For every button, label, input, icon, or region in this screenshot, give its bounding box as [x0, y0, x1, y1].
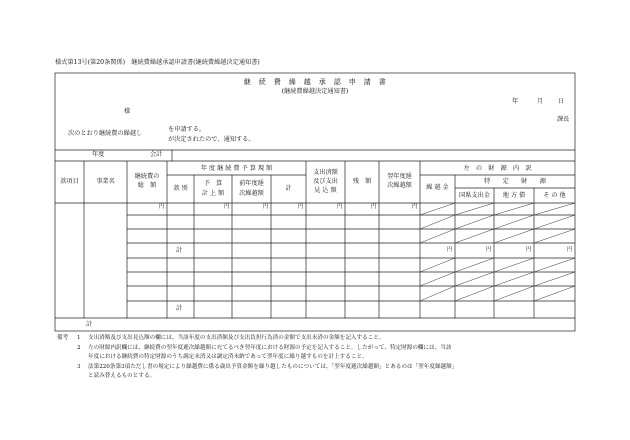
col-kanko: 款項目 — [60, 178, 79, 185]
col-yosan-line1: 予 算 — [203, 180, 223, 187]
col-tokutei-zaigen: 特 定 財 源 — [484, 178, 546, 185]
col-kubetsu: 款 別 — [173, 185, 188, 192]
col-yosan-line2: 計 上 額 — [201, 190, 225, 197]
yen-kei: 円 — [298, 204, 304, 210]
intro-option-apply: を申請する。 — [168, 126, 206, 133]
subtotal-label-1: 計 — [176, 247, 183, 254]
form-subtitle: (継続費繰越決定通知書) — [281, 88, 349, 95]
col-yokunendo-line2: 次繰越額 — [387, 182, 412, 189]
grand-total-label: 計 — [86, 321, 93, 328]
yen-sonota: 円 — [567, 247, 573, 253]
yen-kokuken: 円 — [486, 247, 492, 253]
col-shishutsu-line1: 支出済額 — [313, 169, 338, 176]
yen-sogaku: 円 — [159, 204, 165, 210]
col-nendo-yosan: 年 度 継 続 費 予 算 現 額 — [200, 165, 273, 172]
outer-frame — [55, 73, 575, 331]
note-2-line1: 左の財源内訳欄には、継続費の翌年度逓次繰越額に充てるべき翌年度における財源の予定を記入すること。したがって、特定財源の欄には、当該 — [88, 345, 452, 351]
col-shishutsu-line2: 及び支出 — [313, 178, 338, 185]
yen-shishutsu: 円 — [337, 204, 343, 210]
issuer-kacho: 課長 — [557, 116, 570, 123]
col-sogaku-line1: 継続費の — [134, 173, 160, 180]
col-sonota: そ の 他 — [543, 192, 566, 199]
hatch-upper — [420, 203, 575, 243]
hatch-lower — [420, 258, 575, 301]
col-shishutsu-line3: 見 込 額 — [314, 187, 337, 194]
yen-yokunendo: 円 — [412, 204, 418, 210]
addressee-sama: 様 — [124, 108, 131, 115]
note-3-number: 3 — [77, 364, 81, 370]
note-1-number: 1 — [77, 335, 81, 341]
intro-text: 次のとおり継続費の繰越し — [68, 130, 143, 137]
col-sogaku-line2: 総 額 — [137, 182, 157, 189]
col-kurikoshikin: 繰 越 金 — [426, 184, 449, 191]
note-1: 支出済額及び支出見込額の欄には、当該年度の支出済額及び支出負担行為済の金額で支出未済の金額を記入すること。 — [88, 335, 385, 341]
note-3-line1: 法第220条第3項ただし書の規定により繰越費に係る歳出予算金額を繰り越したものについては、「翌年度逓次繰越額」とあるのは「翌年度繰越額」 — [88, 364, 458, 370]
col-yokunendo-line1: 翌年度逓 — [387, 173, 412, 180]
note-2-line2: 年度における継続費の特定財源のうち調定未済又は調定済未納であって翌年度に繰り越すものを計上すること。 — [88, 354, 368, 360]
intro-option-notify: が決定されたので、通知する。 — [168, 136, 255, 143]
account-label: 会計 — [150, 151, 163, 158]
col-zangaku: 残 額 — [352, 178, 372, 185]
date-year-label: 年 — [512, 98, 519, 105]
col-zennendo-line1: 前年度逓 — [239, 180, 264, 187]
yen-zangaku: 円 — [371, 204, 377, 210]
notes-label: 備考 — [57, 335, 69, 341]
yen-kurikoshikin: 円 — [447, 247, 453, 253]
fiscal-year-label: 年度 — [92, 151, 105, 158]
note-3-line2: と読み替えるものとする。 — [88, 373, 156, 379]
col-zaigen-uchiwake: 左 の 財 源 内 訳 — [463, 165, 532, 172]
subtotal-label-2: 計 — [176, 305, 183, 312]
yen-chihosai: 円 — [526, 247, 532, 253]
col-kokuken: 国県支出金 — [459, 192, 490, 199]
date-month-label: 月 — [537, 98, 544, 105]
col-kei: 計 — [285, 185, 292, 192]
form-title: 継 続 費 繰 越 承 認 申 請 書 — [243, 78, 387, 86]
yen-yosan: 円 — [224, 204, 230, 210]
col-zennendo-line2: 次繰越額 — [239, 190, 264, 197]
note-2-number: 2 — [77, 345, 81, 351]
col-chihosai: 地 方 債 — [502, 192, 526, 199]
yen-zennendo: 円 — [263, 204, 269, 210]
form-header: 様式第13号(第20条関係) 継続費繰越承認申請書(継続費繰越決定通知書) — [55, 59, 260, 66]
date-day-label: 日 — [558, 98, 565, 105]
col-jigyo: 事業名 — [96, 178, 115, 185]
